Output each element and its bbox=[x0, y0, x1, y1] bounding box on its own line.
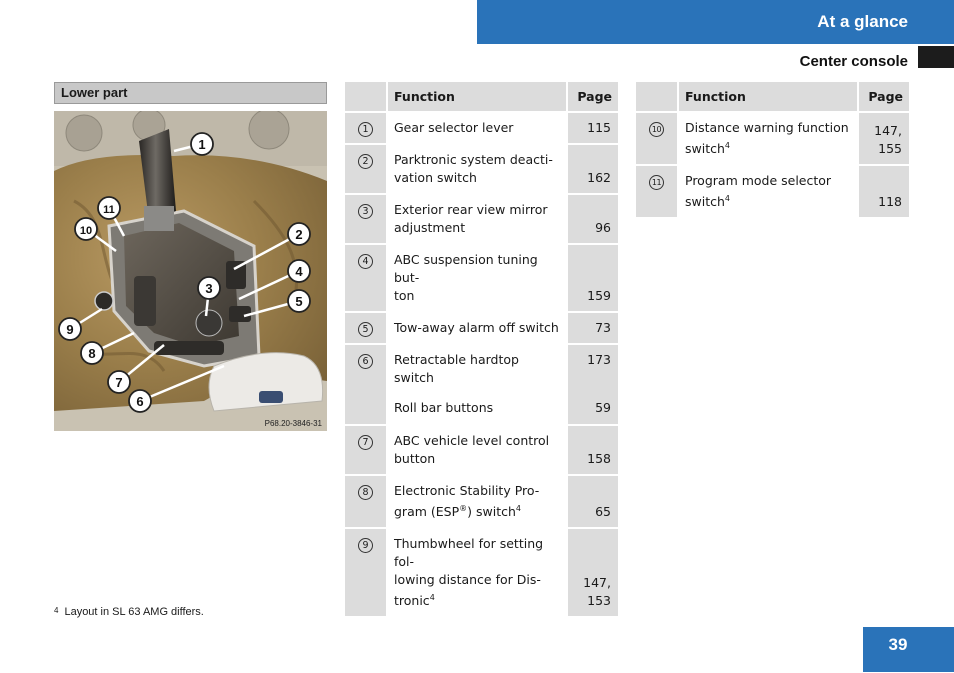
function-text: ton bbox=[394, 288, 415, 303]
item-number: 11 bbox=[649, 175, 664, 190]
function-text: ABC suspension tuning but- bbox=[394, 252, 538, 285]
footnote-number: 4 bbox=[54, 606, 59, 615]
footnote-ref: 4 bbox=[429, 593, 435, 603]
function-text: ) switch bbox=[467, 504, 516, 520]
function-text: Program mode selector bbox=[685, 173, 832, 189]
page-ref-line: 153 bbox=[587, 593, 611, 609]
footnote-ref: 4 bbox=[724, 141, 730, 150]
table-row bbox=[345, 144, 618, 194]
function-text: button bbox=[394, 451, 436, 466]
table-row bbox=[345, 244, 618, 312]
page-ref: 159 bbox=[567, 244, 618, 312]
table-row bbox=[345, 344, 618, 393]
page-ref: 96 bbox=[567, 194, 618, 244]
page-ref bbox=[858, 112, 909, 165]
footnote-text: Layout in SL 63 AMG differs. bbox=[64, 606, 204, 618]
callout-label-9: 9 bbox=[66, 322, 74, 337]
function-text: tronic bbox=[394, 593, 430, 609]
function-text: Retractable hardtop switch bbox=[394, 352, 519, 385]
item-number: 7 bbox=[358, 435, 373, 450]
page-number: 39 bbox=[888, 635, 908, 654]
table-row bbox=[345, 194, 618, 244]
item-number: 3 bbox=[358, 204, 373, 219]
table-row bbox=[636, 112, 909, 165]
callout-label-8: 8 bbox=[88, 346, 96, 361]
page-header: Page bbox=[567, 82, 618, 112]
page-ref-line: 147, bbox=[583, 575, 611, 591]
image-code: P68.20-3846-31 bbox=[264, 419, 322, 428]
page-ref bbox=[567, 528, 618, 617]
function-text: vation switch bbox=[394, 170, 477, 185]
item-number: 2 bbox=[358, 154, 373, 169]
footnote-ref: 4 bbox=[515, 504, 521, 513]
function-text: Tow-away alarm off switch bbox=[394, 320, 559, 335]
item-number: 4 bbox=[358, 254, 373, 269]
function-text: Exterior rear view mirror bbox=[394, 202, 548, 217]
page-ref: 59 bbox=[567, 393, 618, 425]
function-text: Roll bar buttons bbox=[394, 400, 494, 415]
page-ref: 158 bbox=[567, 425, 618, 475]
lower-part-heading: Lower part bbox=[54, 82, 327, 104]
item-number: 8 bbox=[358, 485, 373, 500]
page-number-box bbox=[863, 627, 954, 672]
table-row bbox=[345, 112, 618, 144]
function-text: adjustment bbox=[394, 220, 466, 235]
item-number: 1 bbox=[358, 122, 373, 137]
table-header-row bbox=[345, 82, 618, 112]
footnote bbox=[54, 606, 204, 618]
table-row bbox=[345, 528, 618, 617]
section-title: Center console bbox=[799, 53, 908, 70]
page-ref: 73 bbox=[567, 312, 618, 344]
registered-mark: ® bbox=[459, 504, 468, 513]
footnote-ref: 4 bbox=[724, 194, 730, 204]
center-console-photo bbox=[54, 111, 327, 431]
function-text: Distance warning function bbox=[685, 120, 849, 135]
function-text: ABC vehicle level control bbox=[394, 433, 550, 448]
item-number: 6 bbox=[358, 354, 373, 369]
function-table-left bbox=[345, 82, 618, 618]
callout-label-5: 5 bbox=[295, 294, 303, 309]
page-ref: 115 bbox=[567, 112, 618, 144]
function-text: switch bbox=[685, 194, 725, 210]
callout-label-6: 6 bbox=[136, 394, 144, 409]
page-ref: 173 bbox=[567, 344, 618, 393]
page-ref-line: 147, bbox=[874, 123, 902, 139]
function-table-right bbox=[636, 82, 909, 219]
table-row bbox=[636, 165, 909, 218]
function-text: Electronic Stability Pro- bbox=[394, 483, 540, 498]
item-number: 5 bbox=[358, 322, 373, 337]
item-number: 9 bbox=[358, 538, 373, 553]
item-number: 10 bbox=[649, 122, 664, 137]
page-ref: 65 bbox=[567, 475, 618, 528]
function-text: switch bbox=[685, 141, 725, 157]
page-header: Page bbox=[858, 82, 909, 112]
function-text: Thumbwheel for setting fol- bbox=[394, 536, 544, 570]
callout-label-4: 4 bbox=[295, 264, 303, 279]
table-header-row bbox=[636, 82, 909, 112]
function-text: Parktronic system deacti- bbox=[394, 152, 553, 167]
callout-label-10: 10 bbox=[79, 225, 93, 237]
thumb-index-mark bbox=[918, 46, 954, 68]
function-header: Function bbox=[387, 82, 567, 112]
callout-label-1: 1 bbox=[198, 137, 206, 152]
callout-label-7: 7 bbox=[115, 375, 123, 390]
callout-label-2: 2 bbox=[295, 227, 303, 242]
page-ref: 162 bbox=[567, 144, 618, 194]
page-ref: 118 bbox=[858, 165, 909, 218]
table-row bbox=[345, 425, 618, 475]
table-row bbox=[345, 312, 618, 344]
table-row bbox=[345, 475, 618, 528]
callout-label-11: 11 bbox=[103, 204, 115, 216]
callout-label-3: 3 bbox=[205, 281, 213, 296]
function-text: gram (ESP bbox=[394, 504, 460, 520]
chapter-title: At a glance bbox=[817, 12, 908, 31]
function-text: lowing distance for Dis- bbox=[394, 572, 541, 588]
page-ref-line: 155 bbox=[878, 141, 902, 157]
function-text: Gear selector lever bbox=[394, 120, 514, 135]
function-header: Function bbox=[678, 82, 858, 112]
